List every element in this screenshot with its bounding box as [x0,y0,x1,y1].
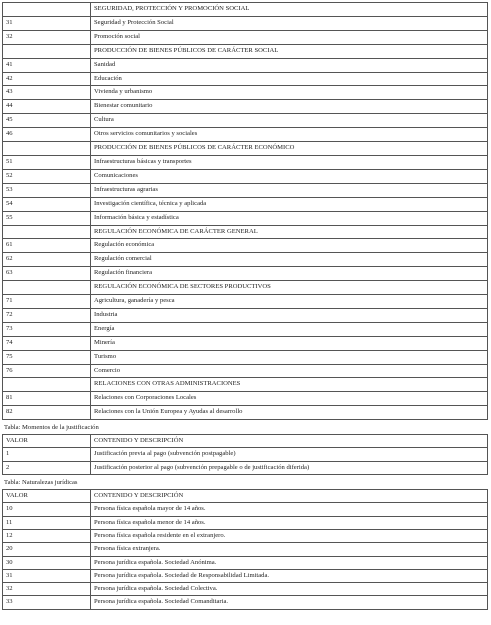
code-cell: 82 [3,406,91,420]
code-cell: 51 [3,155,91,169]
description-cell: Seguridad y Protección Social [91,16,488,30]
description-cell: Turismo [91,350,488,364]
description-cell: Promoción social [91,30,488,44]
table-row [3,239,488,253]
column-header: VALOR [3,490,91,503]
code-cell: 63 [3,267,91,281]
description-cell: Regulación económica [91,239,488,253]
table-row [3,100,488,114]
table-row [3,308,488,322]
code-cell: 2 [3,461,91,474]
table-row [3,155,488,169]
description-cell: Infraestructuras agrarias [91,183,488,197]
code-cell: 71 [3,295,91,309]
code-cell: 62 [3,253,91,267]
code-cell: 72 [3,308,91,322]
description-cell: Persona física extranjera. [91,543,488,556]
description-cell: Persona jurídica española. Sociedad Anónima. [91,556,488,569]
description-cell: Justificación previa al pago (subvención postpagable) [91,448,488,461]
table-header-row [3,435,488,448]
description-cell: Industria [91,308,488,322]
table-row [3,378,488,392]
code-cell [3,44,91,58]
code-cell: 32 [3,583,91,596]
table-row [3,516,488,529]
legal-natures-table [2,489,488,610]
code-cell: 55 [3,211,91,225]
code-cell: 53 [3,183,91,197]
table-row [3,169,488,183]
description-cell: Regulación financiera [91,267,488,281]
code-cell: 20 [3,543,91,556]
code-cell: 76 [3,364,91,378]
description-cell: Persona jurídica española. Sociedad Colectiva. [91,583,488,596]
column-header: CONTENIDO Y DESCRIPCIÓN [91,490,488,503]
description-cell: Sanidad [91,58,488,72]
table-row [3,448,488,461]
code-cell: 31 [3,569,91,582]
code-cell: 74 [3,336,91,350]
code-cell: 44 [3,100,91,114]
table-header-row [3,490,488,503]
table-row [3,596,488,609]
table-row [3,364,488,378]
section-heading: REGULACIÓN ECONÓMICA DE SECTORES PRODUCTIVOS [91,281,488,295]
description-cell: Persona física española mayor de 14 años. [91,503,488,516]
code-cell: 41 [3,58,91,72]
table-row [3,114,488,128]
description-cell: Información básica y estadística [91,211,488,225]
code-cell: 11 [3,516,91,529]
table-row [3,556,488,569]
description-cell: Otros servicios comunitarios y sociales [91,128,488,142]
code-cell: 42 [3,72,91,86]
table-row [3,16,488,30]
table-row [3,281,488,295]
table-row [3,267,488,281]
table-row [3,72,488,86]
code-cell [3,142,91,156]
code-cell: 73 [3,322,91,336]
section-heading: REGULACIÓN ECONÓMICA DE CARÁCTER GENERAL [91,225,488,239]
table-row [3,86,488,100]
description-cell: Persona física española residente en el extranjero. [91,529,488,542]
table-row [3,503,488,516]
table-caption: Tabla: Naturalezas jurídicas [4,479,78,487]
code-cell: 30 [3,556,91,569]
table-row [3,336,488,350]
table-row [3,58,488,72]
table-row [3,322,488,336]
table-row [3,569,488,582]
description-cell: Cultura [91,114,488,128]
table-row [3,350,488,364]
table-row [3,461,488,474]
table-row [3,253,488,267]
code-cell [3,281,91,295]
table-row [3,295,488,309]
code-cell: 31 [3,16,91,30]
description-cell: Agricultura, ganadería y pesca [91,295,488,309]
table-row [3,543,488,556]
section-heading: PRODUCCIÓN DE BIENES PÚBLICOS DE CARÁCTER SOCIAL [91,44,488,58]
description-cell: Infraestructuras básicas y transportes [91,155,488,169]
description-cell: Persona física española menor de 14 años. [91,516,488,529]
column-header: VALOR [3,435,91,448]
functional-classification-table [2,2,488,420]
description-cell: Persona jurídica española. Sociedad de Responsabilidad Limitada. [91,569,488,582]
section-heading: PRODUCCIÓN DE BIENES PÚBLICOS DE CARÁCTER ECONÓMICO [91,142,488,156]
code-cell: 33 [3,596,91,609]
code-cell: 61 [3,239,91,253]
description-cell: Vivienda y urbanismo [91,86,488,100]
justification-moments-table [2,434,488,475]
description-cell: Energía [91,322,488,336]
table-row [3,30,488,44]
table-row [3,529,488,542]
code-cell: 10 [3,503,91,516]
code-cell: 54 [3,197,91,211]
code-cell: 46 [3,128,91,142]
table-row [3,211,488,225]
code-cell: 32 [3,30,91,44]
section-heading: SEGURIDAD, PROTECCIÓN Y PROMOCIÓN SOCIAL [91,3,488,17]
code-cell: 75 [3,350,91,364]
table-row [3,225,488,239]
description-cell: Justificación posterior al pago (subvención prepagable o de justificación diferida) [91,461,488,474]
column-header: CONTENIDO Y DESCRIPCIÓN [91,435,488,448]
description-cell: Comercio [91,364,488,378]
table-row [3,44,488,58]
code-cell [3,225,91,239]
description-cell: Investigación científica, técnica y aplicada [91,197,488,211]
description-cell: Minería [91,336,488,350]
code-cell [3,378,91,392]
code-cell: 45 [3,114,91,128]
table-row [3,3,488,17]
table-row [3,142,488,156]
description-cell: Relaciones con Corporaciones Locales [91,392,488,406]
code-cell: 52 [3,169,91,183]
description-cell: Comunicaciones [91,169,488,183]
table-row [3,583,488,596]
table-row [3,197,488,211]
code-cell: 1 [3,448,91,461]
description-cell: Educación [91,72,488,86]
description-cell: Persona jurídica española. Sociedad Comanditaria. [91,596,488,609]
description-cell: Regulación comercial [91,253,488,267]
table-caption: Tabla: Momentos de la justificación [4,424,99,432]
table-row [3,406,488,420]
code-cell: 12 [3,529,91,542]
code-cell: 43 [3,86,91,100]
document-page [2,2,488,610]
description-cell: Relaciones con la Unión Europea y Ayudas al desarrollo [91,406,488,420]
table-row [3,392,488,406]
code-cell [3,3,91,17]
description-cell: Bienestar comunitario [91,100,488,114]
table-row [3,183,488,197]
table-row [3,128,488,142]
section-heading: RELACIONES CON OTRAS ADMINISTRACIONES [91,378,488,392]
code-cell: 81 [3,392,91,406]
